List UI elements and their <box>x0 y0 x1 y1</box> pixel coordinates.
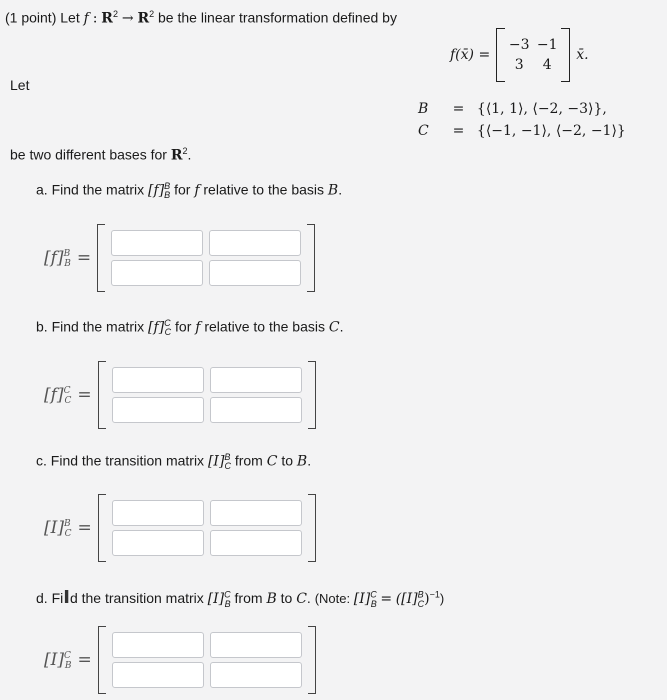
R-symbol: R <box>170 147 183 164</box>
matrix-cell: 4 <box>542 57 552 73</box>
matrix-symbol: [f] <box>148 319 165 336</box>
equals-sign: = <box>452 123 465 139</box>
answer-a-r2c1[interactable] <box>111 260 203 286</box>
basis-symbol: C <box>266 453 278 470</box>
basis-symbol: C <box>328 319 340 336</box>
matrix-symbol: [f] <box>44 248 64 268</box>
answer-a-r1c2[interactable] <box>209 230 301 256</box>
answer-b-r1c2[interactable] <box>210 367 302 393</box>
bases-definition <box>418 98 626 142</box>
question-text: relative to the basis <box>204 318 325 335</box>
answer-c-r1c2[interactable] <box>210 500 302 526</box>
answer-b-r2c2[interactable] <box>210 397 302 423</box>
matrix-symbol: [I] <box>44 650 64 670</box>
superscript: C <box>63 651 71 661</box>
subscript: B <box>370 598 377 609</box>
matrix-symbol: [I] <box>207 453 225 470</box>
question-text: a. Find the matrix <box>36 181 145 198</box>
matrix-symbol: [I] <box>44 518 64 538</box>
equals-sign: = <box>77 650 92 670</box>
equals-sign: = <box>76 248 92 268</box>
part-c-question <box>36 452 311 471</box>
superscript: B <box>63 249 71 259</box>
R-symbol: R <box>137 10 150 27</box>
answer-matrix-a <box>44 224 315 292</box>
superscript: C <box>224 589 231 600</box>
R-symbol: R <box>101 10 113 27</box>
question-text: relative to the basis <box>203 181 325 198</box>
question-text: b. Find the matrix <box>36 318 145 335</box>
arrow-symbol: → <box>121 10 134 27</box>
matrix-cell: −3 <box>508 37 530 53</box>
answer-a-r2c2[interactable] <box>209 260 301 286</box>
period: . <box>187 146 192 163</box>
transformation-matrix <box>496 28 570 82</box>
paren: ) <box>424 591 430 607</box>
answer-c-r2c1[interactable] <box>112 530 204 556</box>
answer-d-r1c1[interactable] <box>112 632 204 658</box>
superscript: B <box>164 181 171 191</box>
f-symbol: f <box>195 319 201 336</box>
subscript: B <box>64 259 71 269</box>
subscript: B <box>164 190 171 201</box>
question-text: d. Fi <box>36 590 64 606</box>
let-text: Let <box>60 9 80 26</box>
subscript: C <box>64 396 72 406</box>
exponent: 2 <box>112 9 118 19</box>
answer-a-label <box>44 248 71 268</box>
subscript: B <box>224 598 231 609</box>
answer-c-r2c2[interactable] <box>210 530 302 556</box>
basis-B-set: {⟨1, 1⟩, ⟨−2, −3⟩}, <box>476 101 607 117</box>
equals-sign: = <box>77 518 92 538</box>
superscript: C <box>164 318 171 328</box>
basis-B-symbol: B <box>418 101 429 117</box>
matrix-symbol: [f] <box>148 182 165 199</box>
basis-symbol: B <box>266 591 277 607</box>
exponent: 2 <box>182 146 188 156</box>
formula-rhs: x̄. <box>576 47 589 63</box>
equals-sign: = <box>77 385 92 405</box>
part-a-question <box>36 181 342 200</box>
answer-matrix-d <box>44 626 316 694</box>
answer-b-r1c1[interactable] <box>112 367 204 393</box>
answer-a-r1c1[interactable] <box>111 230 203 256</box>
inverse-exponent: −1 <box>429 589 440 600</box>
period: . <box>338 181 343 198</box>
part-d-question <box>36 587 444 609</box>
answer-matrix-c <box>44 494 316 562</box>
f-symbol: f <box>83 10 89 27</box>
answer-d-r2c1[interactable] <box>112 662 204 688</box>
basis-symbol: B <box>327 182 339 199</box>
period: . <box>306 590 311 606</box>
note <box>314 589 445 609</box>
bases-text: be two different bases for <box>10 146 167 163</box>
subscript: B <box>64 661 72 671</box>
answer-d-r2c2[interactable] <box>210 662 302 688</box>
question-text: c. Find the transition matrix <box>36 452 205 469</box>
intro-rest: be the linear transformation defined by <box>158 9 397 26</box>
matrix-cell: −1 <box>536 37 558 53</box>
intro-line <box>5 9 397 27</box>
period: . <box>339 318 344 335</box>
matrix-cell: 3 <box>514 57 524 73</box>
equals-sign: = <box>380 591 393 607</box>
matrix-symbol: [I] <box>207 591 225 607</box>
f-symbol: f <box>194 182 200 199</box>
question-text: to <box>281 452 294 469</box>
subscript: C <box>64 529 72 539</box>
matrix-symbol: [I] <box>353 591 371 607</box>
question-text: for <box>174 181 191 198</box>
answer-b-label <box>44 385 71 405</box>
superscript: C <box>370 589 377 600</box>
period: . <box>307 452 312 469</box>
superscript: C <box>63 386 71 396</box>
paren: ) <box>439 591 445 606</box>
subscript: C <box>417 598 425 609</box>
answer-c-label <box>44 518 72 538</box>
text-cursor-icon: I <box>63 587 70 608</box>
subscript: C <box>164 327 172 338</box>
matrix-symbol: ([I] <box>395 591 418 607</box>
question-text: from <box>234 590 263 606</box>
question-text: from <box>234 452 263 469</box>
basis-symbol: B <box>296 453 308 470</box>
superscript: B <box>63 519 71 529</box>
exponent: 2 <box>149 9 155 19</box>
colon: : <box>92 10 98 27</box>
answer-d-label <box>44 650 72 670</box>
let-label: Let <box>10 77 30 93</box>
bases-statement <box>10 146 191 164</box>
answer-d-r1c2[interactable] <box>210 632 302 658</box>
superscript: B <box>224 452 231 462</box>
basis-C-symbol: C <box>418 123 429 139</box>
question-text: to <box>280 590 293 606</box>
answer-b-r2c1[interactable] <box>112 397 204 423</box>
basis-C-set: {⟨−1, −1⟩, ⟨−2, −1⟩} <box>476 123 626 139</box>
matrix-symbol: [f] <box>44 385 64 405</box>
question-text: d the transition matrix <box>69 590 204 606</box>
formula-lhs: f(x̄) = <box>450 47 491 63</box>
subscript: C <box>224 461 231 472</box>
answer-matrix-b <box>44 361 316 429</box>
basis-symbol: C <box>296 591 307 607</box>
note-text: (Note: <box>314 591 351 606</box>
question-text: for <box>175 318 192 335</box>
answer-c-r1c1[interactable] <box>112 500 204 526</box>
part-b-question <box>36 318 343 337</box>
points-label: (1 point) <box>5 9 57 26</box>
transformation-formula <box>450 28 589 82</box>
superscript: B <box>417 589 424 600</box>
equals-sign: = <box>452 101 465 117</box>
